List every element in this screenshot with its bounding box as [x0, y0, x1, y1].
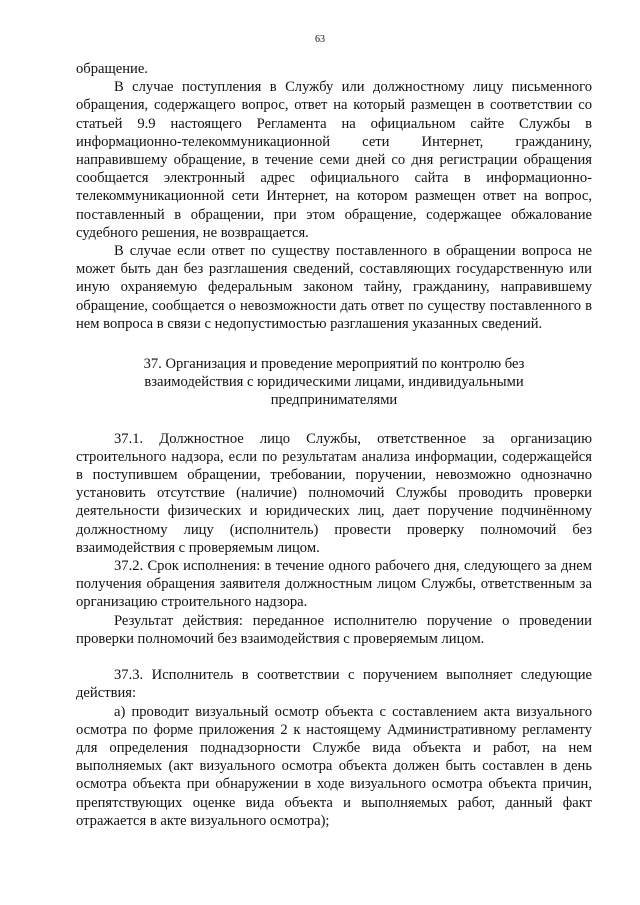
- paragraph-continuation: обращение.: [76, 61, 148, 77]
- paragraph-secret-info: В случае если ответ по существу поставленного в обращении вопроса не может быть дан без разглашения сведений, составляющих государственную или иную охраняемую федеральным законом тайну, гражданину, направившему обращение, сообщается о невозможности дать ответ по существу поставленного в нем вопроса в связи с недопустимостью разглашения указанных сведений.: [76, 243, 592, 332]
- section-heading-37: 37. Организация и проведение мероприятий по контролю без взаимодействия с юридическими лицами, индивидуальными предпринимателями: [143, 356, 525, 409]
- paragraph-item-a: а) проводит визуальный осмотр объекта с составлением акта визуального осмотра по форме приложения 2 к настоящему Административному регламенту для определения поднадзорности Службе вида объекта и работ, на нем выполняемых (акт визуального осмотра объекта должен быть составлен в день осмотра объекта при обнаружении в ходе визуального осмотра объекта причин, препятствующих оценке вида объекта и выполняемых работ, данный факт отражается в акте визуального осмотра);: [76, 703, 592, 829]
- paragraph-37-1: 37.1. Должностное лицо Службы, ответственное за организацию строительного надзора, если по результатам анализа информации, содержащейся в поступившем обращении, требовании, поручении, невозможно однозначно установить отсутствие (наличие) полномочий Службы проводить проверки деятельности физических и юридических лиц, дает поручение подчинённому должностному лицу (исполнитель) провести проверку полномочий без взаимодействия с проверяемым лицом.: [76, 430, 592, 556]
- paragraph-37-3: 37.3. Исполнитель в соответствии с поручением выполняет следующие действия:: [76, 667, 592, 702]
- paragraph-published-answer: В случае поступления в Службу или должностному лицу письменного обращения, содержащего вопрос, ответ на который размещен в соответствии со статьей 9.9 настоящего Регламента на официальном сайте Службы в информационно-телекоммуникационной сети Интернет, гражданину, направившему обращение, в течение семи дней со дня регистрации обращения сообщается электронный адрес официального сайта в информационно-телекоммуникационной сети Интернет, на котором размещен ответ на вопрос, поставленный в обращении, при этом обращение, содержащее обжалование судебного решения, не возвращается.: [76, 79, 592, 241]
- document-body: [76, 60, 592, 830]
- page-number: 63: [315, 34, 325, 45]
- spacer: [76, 648, 592, 666]
- paragraph-result: Результат действия: переданное исполнителю поручение о проведении проверки полномочий без взаимодействия с проверяемым лицом.: [76, 612, 592, 647]
- paragraph-37-2: 37.2. Срок исполнения: в течение одного рабочего дня, следующего за днем получения обращения заявителя должностным лицом Службы, ответственным за организацию строительного надзора.: [76, 558, 592, 611]
